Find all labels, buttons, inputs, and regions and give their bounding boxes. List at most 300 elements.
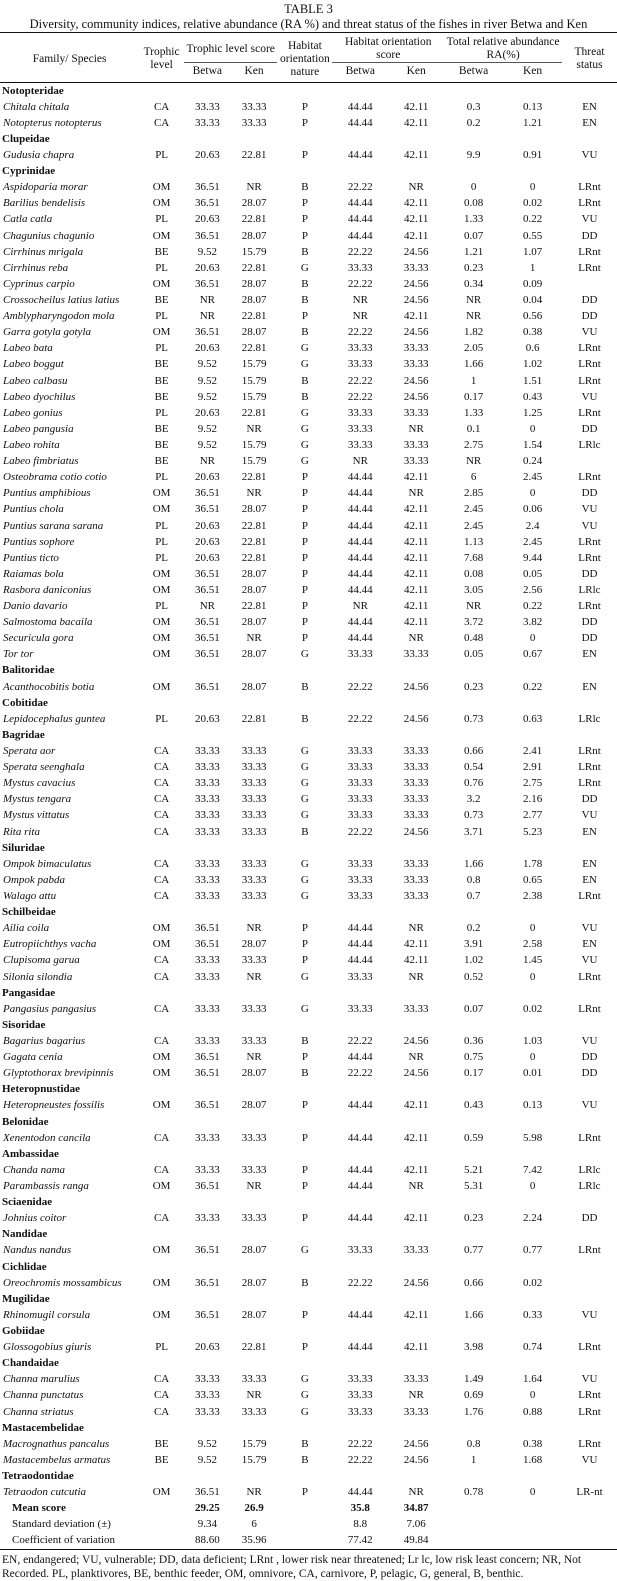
species-name: Labeo dyochilus: [3, 390, 76, 403]
habitat-nature: G: [300, 809, 309, 822]
trophic-level: PL: [155, 406, 169, 419]
species-name: Ompok pabda: [3, 873, 66, 886]
habitat-score-ken: 42.11: [404, 616, 429, 629]
habitat-score-ken: 33.33: [403, 873, 429, 886]
ra-betwa: 2.45: [463, 503, 484, 516]
trophic-score-betwa: NR: [199, 600, 215, 613]
species-name: Mystus tengara: [3, 793, 72, 806]
stat-trophic-betwa: 9.34: [197, 1518, 217, 1531]
habitat-nature: G: [300, 455, 309, 468]
ra-ken: 1.68: [522, 1453, 543, 1466]
trophic-score-betwa: 9.52: [197, 390, 217, 403]
habitat-nature: G: [300, 777, 309, 790]
species-name: Labeo calbasu: [3, 374, 68, 387]
trophic-score-betwa: 33.33: [194, 809, 220, 822]
species-name: Ailia coila: [3, 922, 50, 935]
trophic-level: PL: [155, 1341, 169, 1354]
trophic-level: BE: [154, 1453, 169, 1466]
ra-ken: 0: [529, 632, 536, 645]
habitat-score-ken: 42.11: [404, 551, 429, 564]
family-name: Belonidae: [2, 1115, 49, 1128]
trophic-level: OM: [152, 326, 171, 339]
trophic-level: BE: [154, 358, 169, 371]
habitat-score-betwa: 44.44: [347, 535, 373, 548]
species-name: Aspidoparia morar: [3, 181, 88, 194]
habitat-score-ken: NR: [408, 970, 424, 983]
threat-status: LRnt: [578, 890, 601, 903]
ra-ken: 0.43: [522, 390, 543, 403]
stat-trophic-ken: 35.96: [231, 1533, 278, 1550]
habitat-score-ken: NR: [408, 1179, 424, 1192]
species-name: Salmostoma bacaila: [3, 616, 93, 629]
habitat-score-betwa: 33.33: [347, 857, 373, 870]
species-name: Garra gotyla gotyla: [3, 326, 91, 339]
ra-ken: 0.33: [522, 1308, 543, 1321]
species-name: Pangasius pangasius: [3, 1002, 97, 1015]
threat-status: VU: [581, 1308, 598, 1321]
habitat-nature: B: [301, 293, 309, 306]
trophic-level: CA: [153, 809, 170, 822]
ra-betwa: 2.85: [463, 487, 484, 500]
species-name: Mystus vittatus: [3, 809, 70, 822]
trophic-score-betwa: 20.63: [194, 148, 220, 161]
threat-status: EN: [582, 938, 597, 951]
threat-status: LRnt: [578, 1389, 601, 1402]
threat-status: VU: [581, 148, 598, 161]
ra-ken: 1.21: [522, 116, 543, 129]
species-name: Cyprinus carpio: [3, 277, 75, 290]
ra-betwa: 0.05: [463, 648, 484, 661]
species-name: Chitala chitala: [3, 100, 70, 113]
species-row: [0, 1388, 617, 1404]
stat-row: [0, 1517, 617, 1533]
ra-betwa: 1.13: [463, 535, 484, 548]
species-name: Sperata aor: [3, 745, 56, 758]
family-name: Mugilidae: [2, 1292, 50, 1305]
header-ra-ken: Ken: [503, 63, 562, 83]
trophic-level: PL: [155, 261, 169, 274]
threat-status: DD: [581, 1212, 598, 1225]
ra-ken: 2.45: [522, 471, 543, 484]
habitat-nature: B: [301, 374, 309, 387]
threat-status: LRnt: [578, 1341, 601, 1354]
habitat-score-betwa: 44.44: [347, 519, 373, 532]
ra-ken: 2.77: [522, 809, 543, 822]
trophic-score-ken: 22.81: [241, 471, 267, 484]
species-row: [0, 872, 617, 888]
habitat-nature: P: [301, 310, 308, 323]
habitat-score-ken: 42.11: [404, 148, 429, 161]
habitat-score-ken: 33.33: [403, 358, 429, 371]
trophic-level: OM: [152, 616, 171, 629]
family-row: [0, 905, 617, 921]
species-row: [0, 1436, 617, 1452]
trophic-score-betwa: NR: [199, 293, 215, 306]
ra-betwa: 0.78: [463, 1486, 484, 1499]
table-header: [0, 33, 617, 83]
species-row: [0, 1050, 617, 1066]
habitat-score-betwa: 33.33: [347, 1002, 373, 1015]
habitat-score-betwa: 33.33: [347, 406, 373, 419]
trophic-score-ken: 33.33: [241, 1002, 267, 1015]
threat-status: EN: [582, 680, 597, 693]
species-name: Tor tor: [3, 648, 34, 661]
trophic-score-ken: NR: [246, 422, 262, 435]
ra-ken: 1.54: [522, 438, 543, 451]
habitat-score-ken: NR: [408, 632, 424, 645]
table-footnote: EN, endangered; VU, vulnerable; DD, data deficient; LRnt , lower risk near threatened; Lr lc, low risk least concern; NR, Not Recorded. PL, planktivores, BE, benthic feeder, OM, omnivore, CA, carnivore, P, pelagic, G, general, B, benthic.: [2, 1553, 582, 1580]
ra-betwa: 0: [470, 181, 477, 194]
habitat-score-betwa: 22.22: [347, 326, 373, 339]
habitat-nature: P: [301, 1486, 308, 1499]
habitat-score-ken: 42.11: [404, 583, 429, 596]
ra-betwa: 2.75: [463, 438, 484, 451]
ra-betwa: 1.33: [463, 213, 484, 226]
trophic-score-betwa: 9.52: [197, 1437, 217, 1450]
habitat-nature: G: [300, 1244, 309, 1257]
habitat-score-betwa: 33.33: [347, 261, 373, 274]
habitat-score-ken: 24.56: [403, 1067, 429, 1080]
threat-status: LRnt: [578, 1131, 601, 1144]
trophic-score-betwa: 33.33: [194, 1163, 220, 1176]
habitat-score-betwa: 22.22: [347, 680, 373, 693]
trophic-level: OM: [152, 1486, 171, 1499]
ra-ken: 0: [529, 487, 536, 500]
trophic-level: PL: [155, 535, 169, 548]
habitat-score-ken: 42.11: [404, 1099, 429, 1112]
habitat-nature: P: [301, 519, 308, 532]
ra-ken: 5.98: [522, 1131, 543, 1144]
habitat-score-ken: 33.33: [403, 342, 429, 355]
habitat-score-ken: NR: [408, 422, 424, 435]
species-row: [0, 486, 617, 502]
species-row: [0, 566, 617, 582]
ra-ken: 1.78: [522, 857, 543, 870]
trophic-score-betwa: 9.52: [197, 358, 217, 371]
ra-ken: 3.82: [522, 616, 543, 629]
species-row: [0, 437, 617, 453]
species-row: [0, 599, 617, 615]
habitat-score-ken: 42.11: [404, 213, 429, 226]
ra-betwa: 2.05: [463, 342, 484, 355]
ra-ken: 0.06: [522, 503, 543, 516]
ra-ken: 0.55: [522, 229, 543, 242]
habitat-score-ken: 42.11: [404, 600, 429, 613]
ra-betwa: 0.23: [463, 680, 484, 693]
trophic-score-betwa: 33.33: [194, 761, 220, 774]
ra-betwa: 0.8: [466, 1437, 481, 1450]
trophic-score-betwa: 20.63: [194, 213, 220, 226]
habitat-nature: B: [301, 1276, 309, 1289]
species-row: [0, 921, 617, 937]
stat-habitat-ken: 7.06: [406, 1518, 426, 1531]
ra-betwa: 3.71: [463, 825, 484, 838]
habitat-nature: P: [301, 1131, 308, 1144]
habitat-nature: P: [301, 616, 308, 629]
family-name: Ambassidae: [2, 1147, 59, 1160]
habitat-nature: P: [301, 1051, 308, 1064]
habitat-nature: P: [301, 471, 308, 484]
habitat-score-ken: 24.56: [403, 390, 429, 403]
ra-ken: 0.02: [522, 1002, 543, 1015]
stat-trophic-betwa: 29.25: [194, 1502, 220, 1515]
habitat-nature: P: [301, 583, 308, 596]
habitat-score-betwa: 33.33: [347, 438, 373, 451]
habitat-score-ken: 24.56: [403, 1437, 429, 1450]
habitat-nature: B: [301, 1067, 309, 1080]
habitat-score-ken: 33.33: [403, 648, 429, 661]
trophic-score-betwa: 9.52: [197, 422, 217, 435]
species-row: [0, 518, 617, 534]
species-name: Channa marulius: [3, 1373, 80, 1386]
family-row: [0, 1146, 617, 1162]
habitat-score-ken: 42.11: [404, 567, 429, 580]
trophic-score-ken: 22.81: [241, 551, 267, 564]
trophic-score-ken: 33.33: [241, 954, 267, 967]
ra-betwa: 0.66: [463, 1276, 484, 1289]
species-row: [0, 260, 617, 276]
habitat-nature: G: [300, 970, 309, 983]
empty-cell: [503, 1517, 562, 1533]
species-name: Puntius ticto: [3, 551, 59, 564]
trophic-score-ken: 22.81: [241, 406, 267, 419]
threat-status: LRnt: [578, 471, 601, 484]
species-name: Chanda nama: [3, 1163, 66, 1176]
species-row: [0, 470, 617, 486]
habitat-score-ken: 24.56: [403, 245, 429, 258]
habitat-score-ken: 33.33: [403, 1002, 429, 1015]
species-name: Clupisoma garua: [3, 954, 80, 967]
trophic-score-ken: 33.33: [241, 1212, 267, 1225]
trophic-score-betwa: 36.51: [194, 326, 220, 339]
trophic-score-betwa: 33.33: [194, 970, 220, 983]
ra-betwa: 1.66: [463, 358, 484, 371]
habitat-nature: P: [301, 503, 308, 516]
habitat-score-betwa: NR: [352, 310, 368, 323]
habitat-score-ken: 42.11: [404, 503, 429, 516]
habitat-nature: G: [300, 873, 309, 886]
trophic-level: CA: [153, 890, 170, 903]
ra-ken: 0.91: [522, 148, 543, 161]
species-name: Catla catla: [3, 213, 53, 226]
trophic-level: PL: [155, 310, 169, 323]
threat-status: VU: [581, 809, 598, 822]
habitat-score-betwa: 33.33: [347, 648, 373, 661]
habitat-nature: P: [301, 100, 308, 113]
family-row: [0, 1114, 617, 1130]
ra-ken: 0.01: [522, 1067, 543, 1080]
trophic-score-ken: 33.33: [241, 809, 267, 822]
species-name: Oreochromis mossambicus: [3, 1276, 122, 1289]
trophic-level: PL: [155, 148, 169, 161]
threat-status: DD: [581, 293, 598, 306]
threat-status: DD: [581, 793, 598, 806]
trophic-score-ken: 28.07: [241, 503, 267, 516]
family-name: Heteropnustidae: [2, 1083, 81, 1096]
trophic-level: CA: [153, 1212, 170, 1225]
trophic-level: CA: [153, 1373, 170, 1386]
habitat-nature: B: [301, 1035, 309, 1047]
trophic-score-betwa: 20.63: [194, 535, 220, 548]
threat-status: LRnt: [578, 342, 601, 355]
ra-ken: 2.58: [522, 938, 543, 951]
family-name: Mastacembelidae: [2, 1421, 84, 1434]
threat-status: LR-nt: [576, 1486, 603, 1499]
ra-ken: 2.41: [522, 745, 543, 758]
habitat-score-betwa: 33.33: [347, 1389, 373, 1402]
ra-betwa: 7.68: [463, 551, 484, 564]
empty-cell: [444, 1517, 503, 1533]
trophic-level: BE: [154, 1437, 169, 1450]
ra-ken: 2.4: [525, 519, 540, 532]
species-row: [0, 582, 617, 598]
habitat-score-betwa: 44.44: [347, 1051, 373, 1064]
threat-status: LRnt: [578, 374, 601, 387]
trophic-score-ken: 22.81: [241, 712, 267, 725]
habitat-score-betwa: 22.22: [347, 1067, 373, 1080]
species-row: [0, 856, 617, 872]
family-row: [0, 1259, 617, 1275]
trophic-level: BE: [154, 390, 169, 403]
habitat-score-ken: 33.33: [403, 406, 429, 419]
trophic-level: OM: [152, 277, 171, 290]
species-name: Eutropiichthys vacha: [3, 938, 97, 951]
family-name: Pangasidae: [2, 986, 56, 999]
trophic-score-betwa: 36.51: [194, 503, 220, 516]
species-row: [0, 792, 617, 808]
habitat-score-ken: NR: [408, 1486, 424, 1499]
habitat-nature: G: [300, 793, 309, 806]
trophic-level: OM: [152, 583, 171, 596]
species-name: Lepidocephalus guntea: [3, 712, 106, 725]
trophic-score-betwa: 9.52: [197, 438, 217, 451]
trophic-level: OM: [152, 680, 171, 693]
trophic-score-ken: 15.79: [241, 438, 267, 451]
habitat-nature: P: [301, 938, 308, 951]
species-row: [0, 421, 617, 437]
ra-betwa: 0.07: [463, 229, 484, 242]
habitat-score-betwa: 22.22: [347, 245, 373, 258]
threat-status: [562, 454, 617, 470]
ra-betwa: 1.33: [463, 406, 484, 419]
species-row: [0, 1307, 617, 1323]
species-row: [0, 776, 617, 792]
species-row: [0, 631, 617, 647]
trophic-level: BE: [154, 438, 169, 451]
species-name: Acanthocobitis botia: [3, 680, 95, 693]
species-row: [0, 147, 617, 163]
ra-betwa: 0.73: [463, 712, 484, 725]
trophic-score-ken: NR: [246, 487, 262, 500]
species-row: [0, 1178, 617, 1194]
habitat-score-ken: 24.56: [403, 374, 429, 387]
threat-status: LRnt: [578, 535, 601, 548]
habitat-nature: B: [301, 1437, 309, 1450]
habitat-score-ken: 33.33: [403, 857, 429, 870]
habitat-score-betwa: 44.44: [347, 1341, 373, 1354]
trophic-level: OM: [152, 229, 171, 242]
habitat-score-ken: 42.11: [404, 1308, 429, 1321]
trophic-score-ken: NR: [246, 632, 262, 645]
species-name: Labeo bata: [3, 342, 53, 355]
ra-ken: 0: [529, 970, 536, 983]
species-row: [0, 824, 617, 840]
species-name: Channa punctatus: [3, 1389, 84, 1402]
species-name: Labeo boggut: [3, 358, 64, 371]
ra-betwa: 3.72: [463, 616, 484, 629]
habitat-score-betwa: 22.22: [347, 825, 373, 838]
trophic-score-ken: 28.07: [241, 326, 267, 339]
species-row: [0, 1452, 617, 1468]
trophic-score-ken: 22.81: [241, 213, 267, 226]
habitat-score-ken: 33.33: [403, 890, 429, 903]
trophic-level: OM: [152, 648, 171, 661]
habitat-score-ken: NR: [408, 487, 424, 500]
habitat-nature: P: [301, 632, 308, 645]
threat-status: EN: [582, 116, 597, 129]
ra-betwa: 0.54: [463, 761, 484, 774]
trophic-score-betwa: 33.33: [194, 1389, 220, 1402]
habitat-score-betwa: 33.33: [347, 342, 373, 355]
empty-cell: [444, 1533, 503, 1550]
threat-status: [562, 276, 617, 292]
habitat-score-betwa: 33.33: [347, 358, 373, 371]
habitat-score-betwa: 44.44: [347, 954, 373, 967]
ra-betwa: 0.48: [463, 632, 484, 645]
trophic-level: CA: [153, 970, 170, 983]
habitat-score-ken: 42.11: [404, 229, 429, 242]
habitat-nature: G: [300, 745, 309, 758]
species-name: Chagunius chagunio: [3, 229, 95, 242]
habitat-score-betwa: 22.22: [347, 390, 373, 403]
habitat-score-ken: 24.56: [403, 1276, 429, 1289]
ra-betwa: NR: [465, 600, 482, 613]
ra-betwa: 0.3: [466, 100, 481, 113]
species-name: Puntius sophore: [3, 535, 75, 548]
habitat-score-ken: 24.56: [403, 1035, 429, 1047]
ra-ken: 1: [529, 261, 536, 274]
empty-cell: [139, 1501, 184, 1517]
trophic-score-ken: NR: [246, 181, 262, 194]
habitat-nature: G: [300, 890, 309, 903]
table-body: [0, 83, 617, 1550]
habitat-score-ken: 42.11: [404, 310, 429, 323]
trophic-score-betwa: 36.51: [194, 922, 220, 935]
species-name: Macrognathus pancalus: [3, 1437, 110, 1450]
species-name: Bagarius bagarius: [3, 1035, 86, 1047]
ra-ken: 0.67: [522, 648, 543, 661]
species-name: Channa striatus: [3, 1405, 74, 1418]
ra-betwa: 0.34: [463, 277, 484, 290]
ra-ken: 1.03: [522, 1035, 543, 1047]
species-row: [0, 760, 617, 776]
trophic-level: BE: [154, 374, 169, 387]
threat-status: VU: [581, 213, 598, 226]
family-row: [0, 83, 617, 100]
stat-trophic-ken: 6: [251, 1518, 257, 1531]
ra-betwa: 0.76: [463, 777, 484, 790]
trophic-score-ken: 33.33: [241, 1131, 267, 1144]
species-row: [0, 1098, 617, 1114]
species-row: [0, 325, 617, 341]
ra-betwa: 5.21: [463, 1163, 484, 1176]
threat-status: DD: [581, 422, 598, 435]
ra-betwa: 2.45: [463, 519, 484, 532]
trophic-level: BE: [154, 422, 169, 435]
species-row: [0, 1485, 617, 1501]
threat-status: LRnt: [578, 1244, 601, 1257]
header-trophic-score: Trophic level score: [184, 33, 278, 63]
